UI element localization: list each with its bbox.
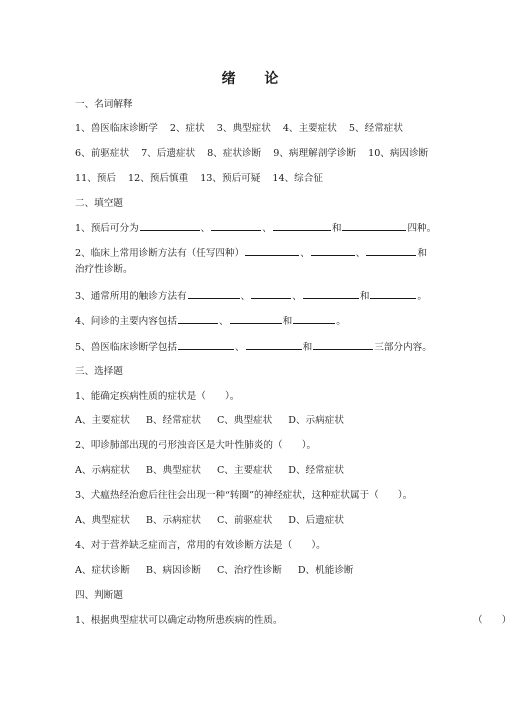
choice-options <box>75 564 445 578</box>
answer-blank[interactable] <box>246 340 302 350</box>
fill-question-3: 3、通常所用的触诊方法有 、 、 和 。 <box>75 291 428 302</box>
choice-option[interactable]: B、经常症状 <box>145 415 201 426</box>
choice-options <box>75 464 445 478</box>
choice-option[interactable]: C、前驱症状 <box>216 515 273 526</box>
fill-question-1: 1、预后可分为 、 、 和 四种。 <box>75 223 437 234</box>
choice-option[interactable]: D、示病症状 <box>288 415 344 426</box>
fill-question-2-continued: 治疗性诊断。 <box>75 264 133 275</box>
section-heading-fill: 二、填空题 <box>75 198 123 209</box>
fill-question-5: 5、兽医临床诊断学包括 、 和 三部分内容。 <box>75 342 432 353</box>
choice-question-4: 4、对于营养缺乏症而言，常用的有效诊断方法是（ ）。 <box>75 540 326 551</box>
answer-blank[interactable] <box>293 314 335 324</box>
answer-blank[interactable] <box>313 340 373 350</box>
choice-option[interactable]: C、治疗性诊断 <box>216 565 282 576</box>
answer-blank[interactable] <box>273 221 331 231</box>
answer-blank[interactable] <box>251 289 291 299</box>
answer-blank[interactable] <box>303 289 359 299</box>
choice-option[interactable]: D、后遗症状 <box>288 515 344 526</box>
fill-question-2: 2、临床上常用诊断方法有（任写四种） 、 、 和 <box>75 248 427 259</box>
choice-question-1: 1、能确定疾病性质的症状是（ ）。 <box>75 391 240 402</box>
choice-option[interactable]: A、主要症状 <box>75 415 130 426</box>
answer-blank[interactable] <box>370 289 416 299</box>
answer-blank[interactable] <box>311 246 355 256</box>
term-item: 8、症状诊断 <box>207 148 262 159</box>
answer-blank[interactable] <box>211 221 261 231</box>
term-item: 13、预后可疑 <box>200 173 261 184</box>
choice-option[interactable]: D、机能诊断 <box>297 565 354 576</box>
judge-question-1 <box>75 614 511 628</box>
answer-blank[interactable] <box>178 314 218 324</box>
answer-blank[interactable] <box>366 246 416 256</box>
choice-option[interactable]: C、主要症状 <box>216 465 273 476</box>
term-item: 14、综合征 <box>272 173 323 184</box>
judge-answer-paren[interactable]: （ ） <box>473 615 511 626</box>
choice-question-3: 3、犬瘟热经治愈后往往会出现一种“转圈”的神经症状，这种症状属于（ ）。 <box>75 490 413 501</box>
term-item: 10、病因诊断 <box>368 148 429 159</box>
term-item: 2、症状 <box>169 123 205 134</box>
choice-option[interactable]: B、典型症状 <box>145 465 201 476</box>
section-heading-choice: 三、选择题 <box>75 366 123 377</box>
choice-options <box>75 514 445 528</box>
section-heading-judge: 四、判断题 <box>75 590 123 601</box>
choice-option[interactable]: B、病因诊断 <box>145 565 201 576</box>
terms-row <box>75 147 445 161</box>
section-heading-terms: 一、名词解释 <box>75 99 133 110</box>
answer-blank[interactable] <box>178 340 234 350</box>
term-item: 12、预后慎重 <box>128 173 189 184</box>
terms-row <box>75 172 445 186</box>
answer-blank[interactable] <box>230 314 282 324</box>
answer-blank[interactable] <box>140 221 200 231</box>
answer-blank[interactable] <box>342 221 406 231</box>
term-item: 11、预后 <box>75 173 116 184</box>
choice-option[interactable]: B、示病症状 <box>145 515 201 526</box>
choice-option[interactable]: D、经常症状 <box>288 465 344 476</box>
fill-question-4: 4、问诊的主要内容包括 、 和 。 <box>75 316 346 327</box>
choice-option[interactable]: A、典型症状 <box>75 515 130 526</box>
judge-stem: 1、根据典型症状可以确定动物所患疾病的性质。 <box>75 615 283 626</box>
term-item: 3、典型症状 <box>216 123 271 134</box>
term-item: 9、病理解剖学诊断 <box>273 148 357 159</box>
choice-question-2: 2、叩诊肺部出现的弓形浊音区是大叶性肺炎的（ ）。 <box>75 440 317 451</box>
term-item: 7、后遗症状 <box>141 148 196 159</box>
term-item: 4、主要症状 <box>282 123 337 134</box>
choice-option[interactable]: C、典型症状 <box>216 415 273 426</box>
answer-blank[interactable] <box>245 246 299 256</box>
page-title: 绪 论 <box>221 71 291 87</box>
answer-blank[interactable] <box>188 289 240 299</box>
term-item: 6、前驱症状 <box>75 148 130 159</box>
choice-option[interactable]: A、示病症状 <box>75 465 130 476</box>
term-item: 5、经常症状 <box>348 123 403 134</box>
terms-row <box>75 122 445 136</box>
choice-options <box>75 414 445 428</box>
choice-option[interactable]: A、症状诊断 <box>75 565 130 576</box>
term-item: 1、兽医临床诊断学 <box>75 123 158 134</box>
